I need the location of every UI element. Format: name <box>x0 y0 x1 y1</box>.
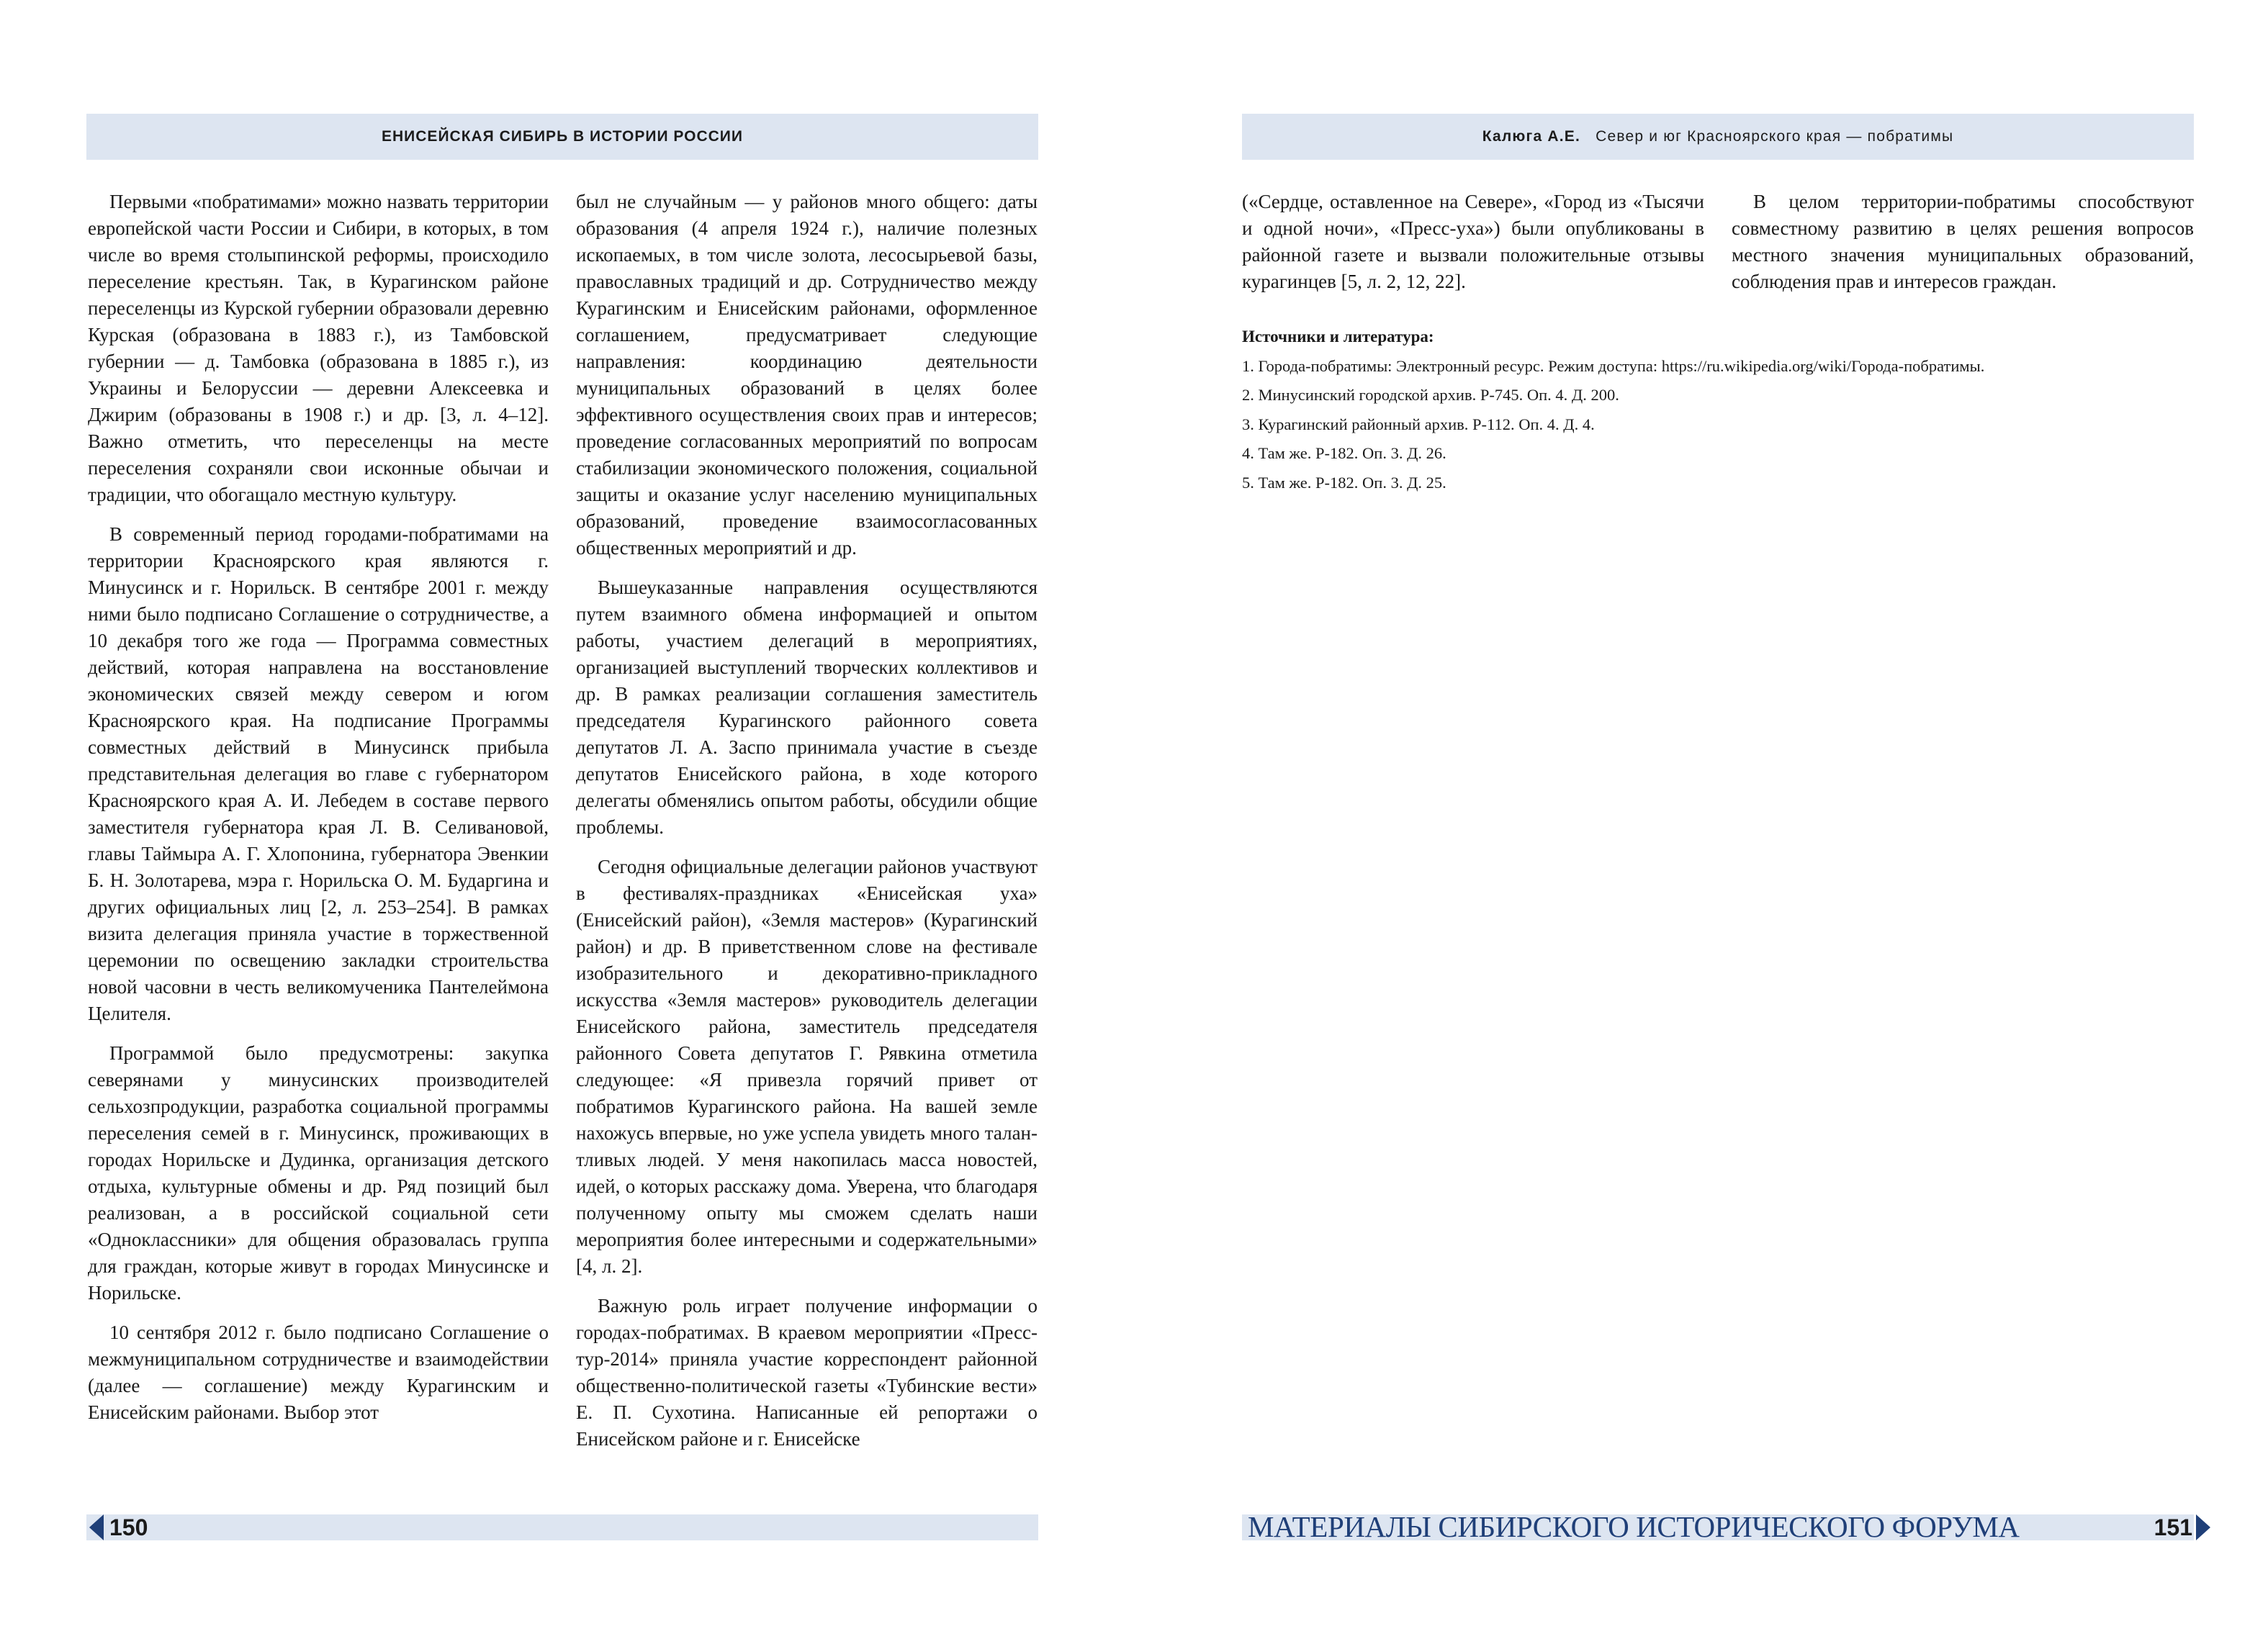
header-author: Калюга А.Е. <box>1482 128 1581 145</box>
paragraph: был не случайным — у районов много общего: даты образования (4 апреля 1924 г.), наличие полезных ископаемых, в том числе золота, лесосырьевой базы, православных традиций и др. Сотрудничество между Курагинским и Енисейским районами, оформленное соглашением, предусматривает следующие направления: координацию деятельности муниципальных образований в целях более эффективного осуществления своих прав и интересов; проведение согласованных мероприятий по вопросам стабилизации экономического положения, социальной защиты и оказание услуг населению муниципальных образований, проведение взаимосогласованных общественных мероприятий и др. <box>576 191 1038 559</box>
paragraph: В целом территории-побратимы способствуют совместному развитию в целях решения вопросов местного значения муниципальных образований, соблюдения прав и интересов граждан. <box>1732 191 2194 292</box>
running-header-title: ЕНИСЕЙСКАЯ СИБИРЬ В ИСТОРИИ РОССИИ <box>382 128 743 145</box>
text-column-2 <box>576 189 1038 1465</box>
forum-title: МАТЕРИАЛЫ СИБИРСКОГО ИСТОРИЧЕСКОГО ФОРУМА <box>1248 1510 2020 1543</box>
source-item: 1. Города-побратимы: Электронный ресурс. Режим доступа: https://ru.wikipedia.org/wiki/Города-побратимы. <box>1242 356 1985 375</box>
chevron-left-icon[interactable] <box>89 1514 104 1540</box>
paragraph: Сегодня официальные делегации районов участвуют в фестивалях-праздниках «Енисейская уха» (Енисейский район), «Земля мастеров» (Курагинский район) и др. В приветственном слове на фестивале изобразительного и декоративно-прикладного искусства «Земля мастеров» руководитель делегации Енисейского района, заместитель председателя районного Совета депутатов Г. Рявкина отметила следующее: «Я привезла горячий привет от побратимов Курагинского района. На вашей земле нахожусь впервые, но уже успела увидеть много талантливых людей. У меня накопилась масса новостей, идей, о которых расскажу дома. Уверена, что благодаря полученному опыту мы сможем сделать наши мероприятия более интересными и содержательными» [4, л. 2]. <box>576 856 1038 1277</box>
running-header-title <box>1242 114 2194 160</box>
text-column-1 <box>1242 189 1704 308</box>
paragraph: Первыми «побратимами» можно назвать территории европейской части России и Сибири, в которых, в том числе во время столыпинской реформы, происходило переселение крестьян. Так, в Курагинском районе переселенцы из Курской губернии образовали деревню Курская (образована в 1883 г.), из Тамбовской губернии — д. Тамбовка (образована в 1885 г.), из Украины и Белоруссии — деревни Алексеевка и Джирим (образованы в 1908 г.) и др. [3, л. 4–12]. Важно отметить, что переселенцы на месте переселения сохраняли свои исконные обычаи и традиции, что обогащало местную культуру. <box>88 191 549 505</box>
page-number: 150 <box>109 1514 148 1540</box>
source-item: 3. Курагинский районный архив. Р-112. Оп. 4. Д. 4. <box>1242 415 1595 433</box>
paragraph: В современный период городами-побратимами на территории Красноярского края являются г. Минусинск и г. Норильск. В сентябре 2001 г. между ними было подписано Соглашение о сотрудничестве, а 10 декабря того же года — Программа совместных действий, которая направлена на восстановление экономических связей между севером и югом Красноярского края. На подписание Программы совместных действий в Минусинск прибыла представительная делегация во главе с губернатором Красноярского края А. И. Лебедем в составе первого заместителя губернатора края Л. В. Селивановой, главы Таймыра А. Г. Хлопонина, губернатора Эвенкии Б. Н. Золотарева, мэра г. Норильска О. М. Бударгина и других официальных лиц [2, л. 253–254]. В рамках визита делегация приняла участие в торжественной церемонии по освещению закладки строительства новой часовни в честь великомученика Пантелеймона Целителя. <box>88 523 549 1024</box>
source-item: 4. Там же. Р-182. Оп. 3. Д. 26. <box>1242 444 1446 462</box>
footer-band <box>86 1514 1038 1540</box>
paragraph: Вышеуказанные направления осуществляются путем взаимного обмена информацией и опытом работы, участием делегаций в мероприятиях, организацией выступлений творческих коллективов и др. В рамках реализации соглашения заместитель председателя Курагинского районного совета депутатов Л. А. Заспо принимала участие в съезде депутатов Енисейского района, в ходе которого делегаты обменялись опытом работы, обсудили общие проблемы. <box>576 577 1038 838</box>
paragraph: Программой было предусмотрены: закупка северянами у минусинских производителей сельхозпродукции, разработка социальной программы переселения семей в г. Минусинск, проживающих в городах Норильске и Дудинка, организация детского отдыха, культурные обмены и др. Ряд позиций был реализован, а в российской социальной сети «Одноклассники» для общения образовалась группа для граждан, которые живут в городах Минусинске и Норильске. <box>88 1042 549 1304</box>
chevron-right-icon[interactable] <box>2196 1514 2210 1540</box>
paragraph: («Сердце, оставленное на Севере», «Город из «Тысячи и одной ночи», «Пресс-уха») были опубликованы в районной газете и вызвали положительные отзывы курагинцев [5, л. 2, 12, 22]. <box>1242 191 1704 292</box>
running-header <box>86 114 1038 160</box>
header-article-title: Север и юг Красноярского края — побратимы <box>1596 128 1954 145</box>
source-item: 2. Минусинский городской архив. Р-745. Оп. 4. Д. 200. <box>1242 386 1619 404</box>
running-header <box>1242 114 2194 160</box>
right-page <box>1134 0 2268 1644</box>
source-item: 5. Там же. Р-182. Оп. 3. Д. 25. <box>1242 473 1446 492</box>
sources-list <box>1242 322 2200 497</box>
text-column-2 <box>1732 189 2194 308</box>
page-number: 151 <box>2154 1514 2192 1540</box>
sources-title: Источники и литература: <box>1242 328 1434 345</box>
paragraph: Важную роль играет получение информации о городах-побратимах. В краевом мероприятии «Пресс-тур-2014» приняла участие корреспондент районной общественно-политической газеты «Тубинские вести» Е. П. Сухотина. Написанные ей репортажи о Енисейском районе и г. Енисейске <box>576 1295 1038 1450</box>
paragraph: 10 сентября 2012 г. было подписано Соглашение о межмуниципальном сотрудничестве и взаимодействии (далее — соглашение) между Курагинским и Енисейским районами. Выбор этот <box>88 1322 549 1423</box>
text-column-1 <box>88 189 549 1439</box>
